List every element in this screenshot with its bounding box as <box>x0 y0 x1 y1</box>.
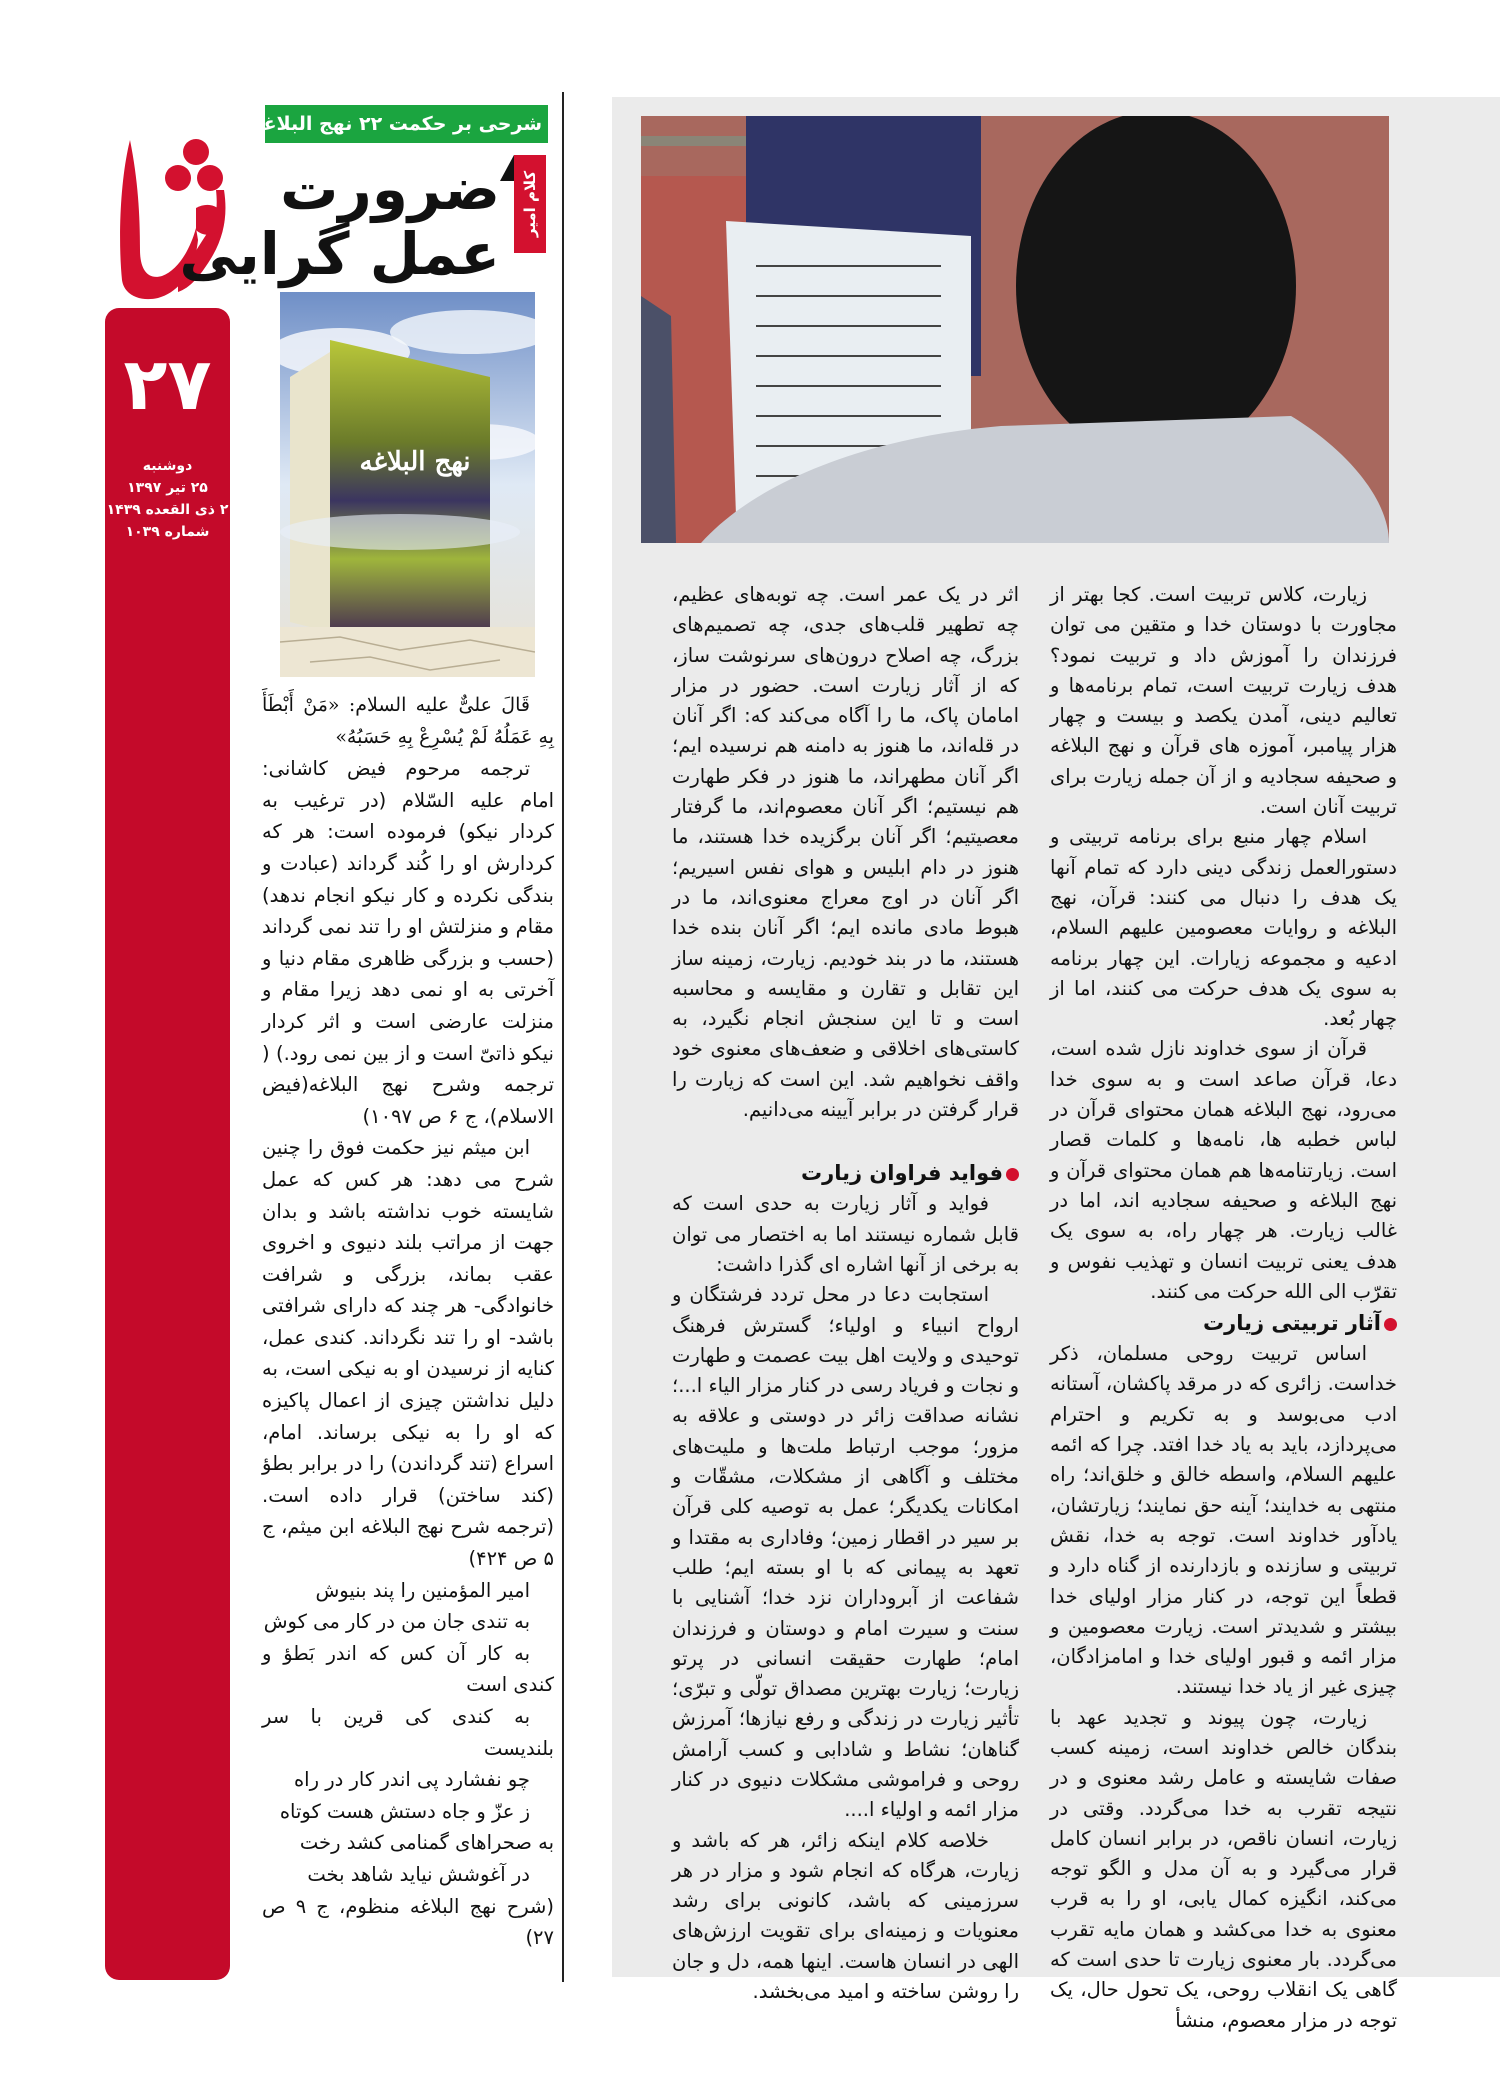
cover-cloud <box>280 514 520 550</box>
article-strap: شرحی بر حکمت ۲۲ نهج البلاغه <box>265 105 548 143</box>
paragraph: استجابت دعا در محل تردد فرشتگان و ارواح انبیاء و اولیاء؛ گسترش فرهنگ توحیدی و ولایت اهل بیت عصمت و طهارت و نجات و فریاد رسی در کنار مزار الیاء ا...؛ نشانه صداقت زائر در دوستی و علاقه به مزور؛ موجب ارتباط ملت‌ها و ملیت‌های مختلف و آگاهی از مشکلات، مشقّات و امکانات یکدیگر؛ عمل به توصیه کلی قرآن بر سیر در اقطار زمین؛ وفاداری به مقتدا و تعهد به پیمانی که با او بسته ایم؛ طلب شفاعت از آبروداران نزد خدا؛ آشنایی با سنت و سیرت امام و دوستان و فرزندان امام؛ طهارت حقیقت انسانی در پرتو زیارت؛ زیارت بهترین مصداق تولّی و تبرّی؛ تأثیر زیارت در زندگی و رفع نیازها؛ آمرزش گناهان؛ نشاط و شادابی و کسب آرامش روحی و فراموشی مشکلات دنیوی در کنار مزار ائمه و اولیاء ا.... <box>672 1283 1019 1822</box>
section-heading-text: فواید فراوان زیارت <box>801 1161 1003 1186</box>
issue-sidebar <box>105 308 230 1980</box>
hadith-quote: قَالَ علیٌّ علیه السلام: «مَنْ أَبْطَأَ بِهِ عَمَلُهُ لَمْ يُسْرِعْ بِهِ حَسَبُهُ» <box>262 694 554 748</box>
main-article-middle-column <box>672 580 1019 2007</box>
section-tag-label: کلام امیر <box>521 170 539 238</box>
paragraph: اثر در یک عمر است. چه توبه‌های عظیم، چه تطهیر قلب‌های جدی، چه تصمیم‌های بزرگ، چه اصلاح درون‌های سرنوشت ساز، که از آثار زیارت است. حضور در مزار امامان پاک، ما را آگاه می‌کند که: اگر آنان در قله‌اند، ما هنوز به دامنه هم نرسیده ایم؛ اگر آنان مطهراند، ما هنوز در فکر طهارت هم نیستیم؛ اگر آنان معصوم‌اند، ما گرفتار معصیتیم؛ اگر آنان برگزیده خدا هستند، ما هنوز در دام ابلیس و هوای نفس اسیریم؛ اگر آنان در اوج معراج معنوی‌اند، ما در هبوط مادی مانده ایم؛ اگر آنان بنده خدا هستند، ما در بند خودیم. زیارت، زمینه ساز این تقابل و تقارن و مقایسه و محاسبه است و تا این سنجش انجام نگیرد، به کاستی‌های اخلاقی و ضعف‌های معنوی خود واقف نخواهیم شد. این است که زیارت را قرار گرفتن در برابر آیینه می‌دانیم. <box>672 583 1019 1122</box>
date-shamsi: ۲۵ تیر ۱۳۹۷ <box>127 480 208 496</box>
photo-person-left-shirt <box>641 296 676 543</box>
main-article-right-column <box>1050 580 1397 2036</box>
paragraph: فواید و آثار زیارت به حدی است که قابل شماره نیستند اما به اختصار می توان به برخی از آنها اشاره ای گذرا داشت: <box>672 1192 1019 1276</box>
date-hijri: ۲ ذی القعده ۱۴۳۹ <box>106 502 229 518</box>
paragraph: خلاصه کلام اینکه زائر، هر که باشد و زیارت، هرگاه که انجام شود و مزار در هر سرزمینی که باشد، کانونی برای رشد معنویات و زمینه‌ای برای تقویت ارزش‌های الهی در انسان هاست. اینها همه، دل و جان را روشن ساخته و امید می‌بخشد. <box>672 1828 1019 2004</box>
sidebar-article-body <box>262 690 554 1954</box>
spacer <box>672 1125 1019 1157</box>
photo-head <box>1016 116 1296 461</box>
paragraph: اساس تربیت روحی مسلمان، ذکر خداست. زائری که در مرقد پاکشان، آستانه ادب می‌بوسد و به تکریم و احترام می‌پردازد، باید به یاد خدا افتد. چرا که ائمه علیهم السلام، واسطه خالق و خلق‌اند؛ راه منتهی به خدایند؛ آینه حق نمایند؛ زیارتشان، یادآور خداوند است. توجه به خدا، نقش تربیتی و سازنده و بازدارنده از گناه دارد و قطعاً این توجه، در کنار مزار اولیای خدا بیشتر و شدیدتر است. زیارت معصومین و مزار ائمه و قبور اولیای خدا و امامزادگان، چیزی غیر از یاد خدا نیستند. <box>1050 1342 1397 1699</box>
paragraph: زیارت، چون پیوند و تجدید عهد با بندگان خالص خداوند است، زمینه کسب صفات شایسته و عامل رشد معنوی و در نتیجه تقرب به خدا می‌گردد. وقتی در زیارت، انسان ناقص، در برابر انسان کامل قرار می‌گیرد و به آن مدل و الگو توجه می‌کند، انگیزه کمال یابی، او را به قرب معنوی به خدا می‌کشد و همان مایه تقرب می‌گردد. بار معنوی زیارت تا حدی است که گاهی یک انقلاب روحی، یک تحول حال، یک توجه در مزار معصوم، منشأ <box>1050 1705 1397 2032</box>
column-divider <box>562 92 564 1982</box>
book-cover-image <box>280 292 535 677</box>
article-title-line-1: ضرورت <box>280 155 500 223</box>
paragraph: زیارت، کلاس تربیت است. کجا بهتر از مجاورت با دوستان خدا و متقین می توان فرزندان را آموزش داد و تربیت نمود؟ هدف زیارت تربیت است، تمام برنامه‌ها و تعالیم دینی، آمدن یکصد و بیست و چهار هزار پیامبر، آموزه های قرآن و نهج البلاغه و صحیفه سجادیه و از آن جمله زیارت برای تربیت آنان است. <box>1050 583 1397 819</box>
issue-number: ۲۷ <box>123 342 212 426</box>
paragraph: به صحراهای گمنامی کشد رخت <box>299 1831 554 1855</box>
bullet-dot-icon <box>1006 1168 1019 1181</box>
logo-dot-2 <box>165 165 191 191</box>
logo-dot-1 <box>183 139 209 165</box>
section-heading-text: آثار تربیتی زیارت <box>1203 1311 1381 1336</box>
paragraph: قرآن از سوی خداوند نازل شده است، دعا، قرآن صاعد است و به سوی خدا می‌رود، نهج البلاغه همان محتوای قرآن در لباس خطبه ها، نامه‌ها و کلمات قصار است. زیارتنامه‌ها هم همان محتوای قرآن و نهج البلاغه و صحیفه سجادیه اند، اما در غالب زیارت. هر چهار راه، به سوی یک هدف یعنی تربیت انسان و تهذیب نفوس و تقرّب الی الله حرکت می کنند. <box>1050 1037 1397 1303</box>
logo-dot-3 <box>197 165 223 191</box>
poem-line: چو نفشارد پی اندر کار در راه <box>293 1768 530 1792</box>
paragraph: به کار آن کس که اندر بَطؤ و کندی است <box>262 1641 554 1697</box>
article-title-line-2: عمل گرایی <box>179 220 500 288</box>
section-tag <box>514 155 546 253</box>
paragraph: به تندی جان من در کار می کوش <box>263 1610 530 1634</box>
section-heading <box>672 1157 1019 1189</box>
section-tag-corner <box>500 155 514 181</box>
issue-label: شماره ۱۰۳۹ <box>125 524 210 540</box>
paragraph: (شرح نهج البلاغه منظوم، ج ۹ ص ۲۷) <box>262 1894 554 1950</box>
section-heading <box>1050 1307 1397 1339</box>
cover-book-front <box>330 340 490 632</box>
poem-line: ز عزّ و جاه دستش هست کوتاه <box>279 1799 530 1823</box>
paragraph: اسلام چهار منبع برای برنامه تربیتی و دستورالعمل زندگی دینی دارد که تمام آنها یک هدف را دنبال می کنند: قرآن، نهج البلاغه و روایات معصومین علیهم السلام، ادعیه و مجموعه زیارات. این چهار برنامه به سوی یک هدف حرکت می کنند، اما از چهار بُعد. <box>1050 825 1397 1031</box>
weekday: دوشنبه <box>142 458 193 474</box>
paragraph: ابن میثم نیز حکمت فوق را چنین شرح می دهد: هر کس که عمل شایسته خوب نداشته باشد و بدان جهت از مراتب بلند دنیوی و اخروی عقب بماند، بزرگی و شرافت خانوادگی- هر چند که دارای شرافتی باشد- او را تند نگرداند. کندی عمل، کنایه از نرسیدن او به نیکی است، به دلیل نداشتن چیزی از اعمال پاکیزه که او را به نیکی برساند. امام، اسراع (تند گرداندن) را در برابر بطؤ (کند ساختن) قرار داده است. (ترجمه شرح نهج البلاغه ابن میثم، ج ۵ ص ۴۲۴) <box>262 1136 554 1571</box>
paragraph: ترجمه مرحوم فیض کاشانی: امام علیه السّلام (در ترغیب به کردار نیکو) فرموده است: هر که کردارش او را کُند گرداند (عبادت و بندگی نکرده و کار نیکو انجام ندهد) مقام و منزلتش او را تند نمی گرداند (حسب و بزرگی ظاهری مقام دنیا و آخرتی به او نمی دهد زیرا مقام و منزلت عارضی است و اثر کردار نیکو ذاتیّ است و از بین نمی رود.) ( ترجمه وشرح نهج البلاغه(فیض الاسلام)، ج ۶ ص ۱۰۹۷) <box>262 757 554 1128</box>
cover-ground <box>280 627 535 677</box>
poem-line: در آغوشش نیاید شاهد بخت <box>307 1862 530 1886</box>
article-photo <box>641 116 1389 543</box>
paragraph: به کندی کی قرین با سر بلندیست <box>262 1705 554 1760</box>
cover-book-side <box>290 352 330 632</box>
cover-book-title: نهج البلاغه <box>359 447 471 477</box>
bullet-dot-icon <box>1384 1318 1397 1331</box>
poem-line: امیر المؤمنین را پند بنیوش <box>315 1578 530 1602</box>
